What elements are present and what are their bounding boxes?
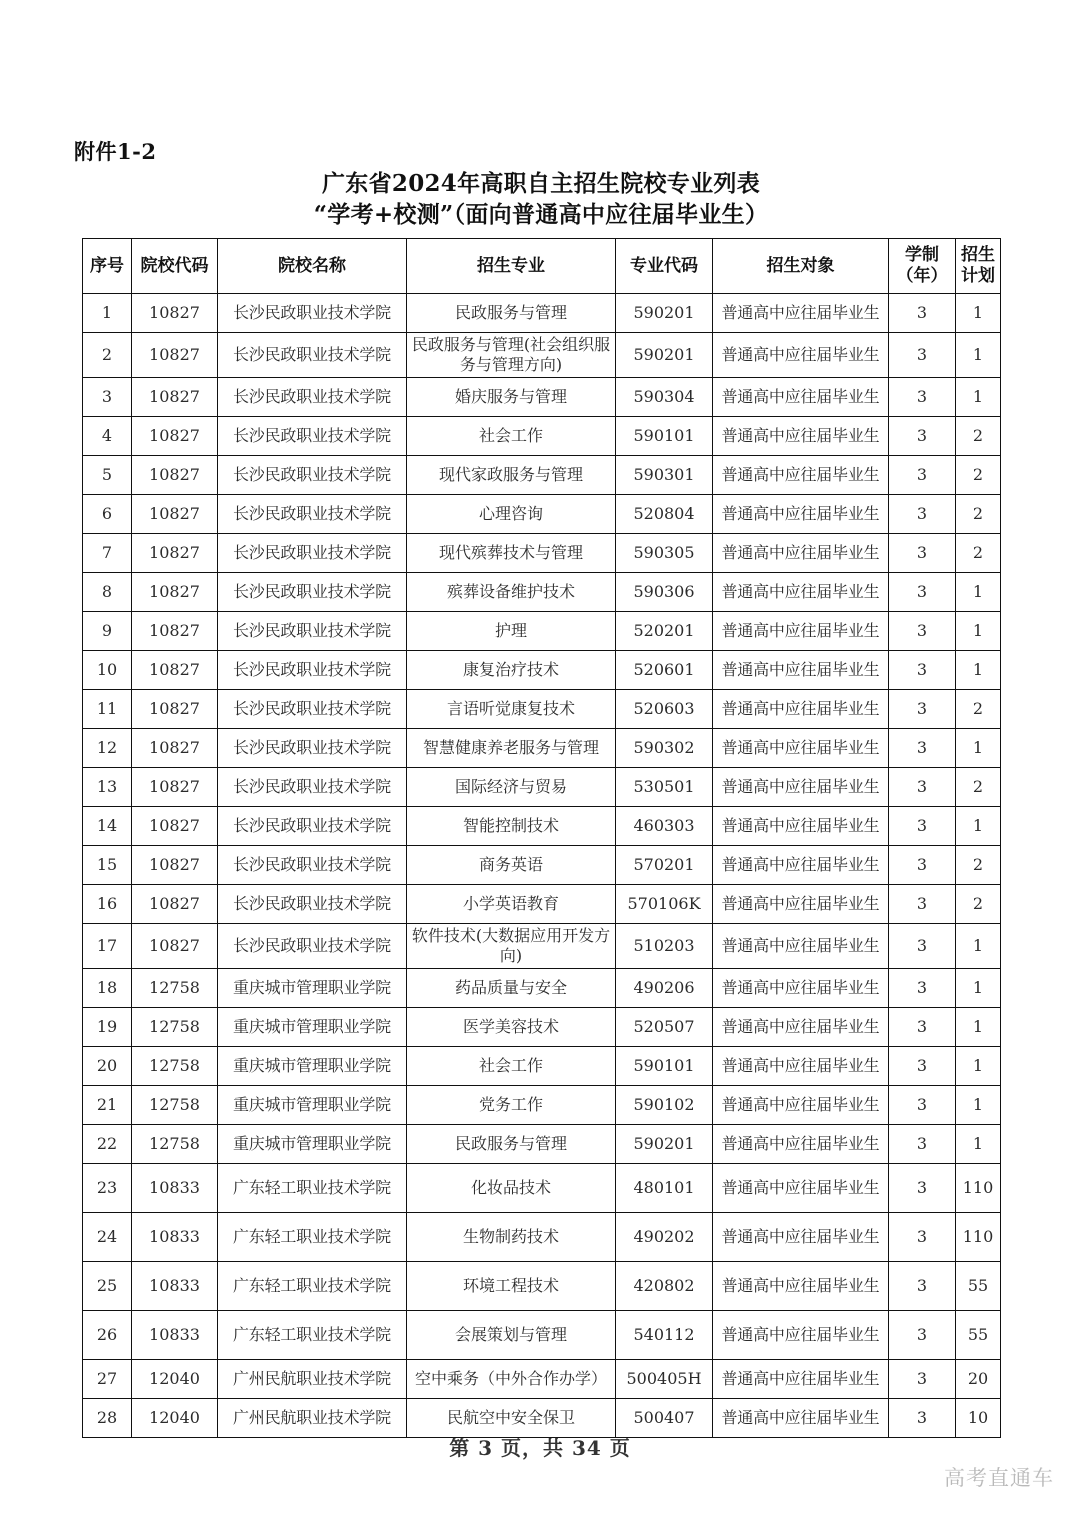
- cell-school-code: 10833: [132, 1311, 218, 1360]
- cell-school-name: 广州民航职业技术学院: [218, 1360, 407, 1399]
- cell-index: 25: [83, 1262, 132, 1311]
- cell-major-code: 460303: [616, 807, 713, 846]
- cell-major-code: 520804: [616, 495, 713, 534]
- cell-major: 环境工程技术: [407, 1262, 616, 1311]
- cell-years: 3: [889, 1008, 956, 1047]
- cell-years: 3: [889, 573, 956, 612]
- cell-major-code: 490202: [616, 1213, 713, 1262]
- cell-years: 3: [889, 768, 956, 807]
- cell-major: 社会工作: [407, 1047, 616, 1086]
- cell-years: 3: [889, 924, 956, 969]
- document-title: [82, 168, 1000, 230]
- header-plan: [956, 239, 1001, 294]
- cell-plan: 1: [956, 294, 1001, 333]
- cell-major: 智慧健康养老服务与管理: [407, 729, 616, 768]
- cell-school-code: 10827: [132, 690, 218, 729]
- table-row: [83, 885, 1001, 924]
- cell-major-code: 530501: [616, 768, 713, 807]
- cell-index: 18: [83, 969, 132, 1008]
- cell-major: 民政服务与管理: [407, 294, 616, 333]
- cell-major-code: 480101: [616, 1164, 713, 1213]
- cell-school-name: 长沙民政职业技术学院: [218, 417, 407, 456]
- cell-target: 普通高中应往届毕业生: [713, 1311, 889, 1360]
- cell-years: 3: [889, 417, 956, 456]
- header-school-code: 院校代码: [132, 239, 218, 294]
- cell-school-name: 重庆城市管理职业学院: [218, 1086, 407, 1125]
- cell-index: 22: [83, 1125, 132, 1164]
- watermark: 高考直通车: [944, 1466, 1054, 1490]
- cell-major: 药品质量与安全: [407, 969, 616, 1008]
- table-row: [83, 534, 1001, 573]
- table-row: [83, 1086, 1001, 1125]
- cell-major: 国际经济与贸易: [407, 768, 616, 807]
- cell-school-code: 10827: [132, 495, 218, 534]
- cell-years: 3: [889, 1360, 956, 1399]
- header-years-line2: （年）: [896, 266, 948, 286]
- table-row: [83, 378, 1001, 417]
- cell-years: 3: [889, 333, 956, 378]
- cell-plan: 2: [956, 534, 1001, 573]
- cell-index: 3: [83, 378, 132, 417]
- cell-years: 3: [889, 1311, 956, 1360]
- admissions-table-container: [82, 238, 1000, 1438]
- cell-years: 3: [889, 378, 956, 417]
- header-years: [889, 239, 956, 294]
- cell-school-code: 10827: [132, 417, 218, 456]
- cell-index: 8: [83, 573, 132, 612]
- table-row: [83, 495, 1001, 534]
- cell-plan: 20: [956, 1360, 1001, 1399]
- cell-major: 民航空中安全保卫: [407, 1399, 616, 1438]
- cell-target: 普通高中应往届毕业生: [713, 1399, 889, 1438]
- header-school-name: 院校名称: [218, 239, 407, 294]
- cell-school-name: 长沙民政职业技术学院: [218, 573, 407, 612]
- cell-school-name: 长沙民政职业技术学院: [218, 612, 407, 651]
- cell-school-code: 10827: [132, 612, 218, 651]
- cell-target: 普通高中应往届毕业生: [713, 768, 889, 807]
- cell-major-code: 520507: [616, 1008, 713, 1047]
- cell-major: 心理咨询: [407, 495, 616, 534]
- table-row: [83, 612, 1001, 651]
- cell-school-code: 10827: [132, 924, 218, 969]
- cell-major-code: 590101: [616, 1047, 713, 1086]
- cell-major: 康复治疗技术: [407, 651, 616, 690]
- cell-major: 社会工作: [407, 417, 616, 456]
- cell-years: 3: [889, 294, 956, 333]
- cell-years: 3: [889, 1213, 956, 1262]
- cell-target: 普通高中应往届毕业生: [713, 969, 889, 1008]
- cell-years: 3: [889, 885, 956, 924]
- cell-plan: 1: [956, 573, 1001, 612]
- table-row: [83, 1164, 1001, 1213]
- cell-target: 普通高中应往届毕业生: [713, 573, 889, 612]
- header-years-line1: 学制: [905, 245, 939, 265]
- header-major: 招生专业: [407, 239, 616, 294]
- cell-plan: 2: [956, 885, 1001, 924]
- cell-major-code: 520601: [616, 651, 713, 690]
- cell-school-name: 广东轻工职业技术学院: [218, 1311, 407, 1360]
- cell-years: 3: [889, 1047, 956, 1086]
- admissions-table: [82, 238, 1001, 1438]
- attachment-label: 附件1-2: [74, 139, 157, 164]
- cell-school-name: 长沙民政职业技术学院: [218, 378, 407, 417]
- cell-plan: 1: [956, 333, 1001, 378]
- cell-major: 党务工作: [407, 1086, 616, 1125]
- cell-major-code: 590301: [616, 456, 713, 495]
- cell-major-code: 420802: [616, 1262, 713, 1311]
- table-row: [83, 651, 1001, 690]
- header-plan-line2: 计划: [961, 266, 995, 286]
- cell-index: 28: [83, 1399, 132, 1438]
- cell-index: 21: [83, 1086, 132, 1125]
- cell-plan: 1: [956, 612, 1001, 651]
- cell-plan: 1: [956, 1047, 1001, 1086]
- cell-index: 26: [83, 1311, 132, 1360]
- table-row: [83, 1311, 1001, 1360]
- cell-school-name: 长沙民政职业技术学院: [218, 333, 407, 378]
- cell-index: 19: [83, 1008, 132, 1047]
- cell-index: 4: [83, 417, 132, 456]
- cell-plan: 1: [956, 1086, 1001, 1125]
- cell-school-name: 重庆城市管理职业学院: [218, 969, 407, 1008]
- cell-school-name: 长沙民政职业技术学院: [218, 807, 407, 846]
- table-row: [83, 768, 1001, 807]
- cell-index: 2: [83, 333, 132, 378]
- cell-school-name: 广东轻工职业技术学院: [218, 1164, 407, 1213]
- cell-school-code: 10827: [132, 456, 218, 495]
- cell-major-code: 590102: [616, 1086, 713, 1125]
- cell-major-code: 590302: [616, 729, 713, 768]
- cell-plan: 2: [956, 417, 1001, 456]
- cell-plan: 2: [956, 456, 1001, 495]
- cell-school-name: 长沙民政职业技术学院: [218, 294, 407, 333]
- cell-major: 殡葬设备维护技术: [407, 573, 616, 612]
- cell-major: 现代家政服务与管理: [407, 456, 616, 495]
- table-row: [83, 729, 1001, 768]
- cell-target: 普通高中应往届毕业生: [713, 495, 889, 534]
- cell-school-name: 广州民航职业技术学院: [218, 1399, 407, 1438]
- page-footer: 第 3 页，共 34 页: [449, 1436, 631, 1460]
- cell-school-code: 12040: [132, 1360, 218, 1399]
- cell-major: 民政服务与管理: [407, 1125, 616, 1164]
- cell-target: 普通高中应往届毕业生: [713, 1213, 889, 1262]
- cell-target: 普通高中应往届毕业生: [713, 690, 889, 729]
- cell-years: 3: [889, 1262, 956, 1311]
- cell-major-code: 540112: [616, 1311, 713, 1360]
- cell-index: 7: [83, 534, 132, 573]
- cell-years: 3: [889, 1125, 956, 1164]
- cell-school-name: 重庆城市管理职业学院: [218, 1008, 407, 1047]
- cell-target: 普通高中应往届毕业生: [713, 378, 889, 417]
- cell-school-name: 长沙民政职业技术学院: [218, 924, 407, 969]
- cell-years: 3: [889, 1164, 956, 1213]
- cell-index: 1: [83, 294, 132, 333]
- cell-years: 3: [889, 1086, 956, 1125]
- cell-index: 5: [83, 456, 132, 495]
- cell-school-code: 10827: [132, 807, 218, 846]
- cell-target: 普通高中应往届毕业生: [713, 294, 889, 333]
- cell-school-name: 长沙民政职业技术学院: [218, 768, 407, 807]
- cell-school-code: 10827: [132, 651, 218, 690]
- cell-years: 3: [889, 456, 956, 495]
- cell-years: 3: [889, 969, 956, 1008]
- cell-target: 普通高中应往届毕业生: [713, 1008, 889, 1047]
- cell-index: 24: [83, 1213, 132, 1262]
- cell-target: 普通高中应往届毕业生: [713, 885, 889, 924]
- cell-plan: 2: [956, 768, 1001, 807]
- cell-target: 普通高中应往届毕业生: [713, 1262, 889, 1311]
- cell-index: 6: [83, 495, 132, 534]
- cell-school-name: 长沙民政职业技术学院: [218, 885, 407, 924]
- cell-major: 会展策划与管理: [407, 1311, 616, 1360]
- cell-target: 普通高中应往届毕业生: [713, 651, 889, 690]
- cell-school-code: 10827: [132, 846, 218, 885]
- cell-school-name: 长沙民政职业技术学院: [218, 651, 407, 690]
- cell-school-code: 12758: [132, 1086, 218, 1125]
- cell-school-code: 10833: [132, 1213, 218, 1262]
- cell-major: 小学英语教育: [407, 885, 616, 924]
- cell-major-code: 590101: [616, 417, 713, 456]
- table-row: [83, 417, 1001, 456]
- cell-school-code: 10827: [132, 534, 218, 573]
- cell-school-code: 10833: [132, 1164, 218, 1213]
- cell-index: 13: [83, 768, 132, 807]
- cell-major: 空中乘务（中外合作办学）: [407, 1360, 616, 1399]
- cell-target: 普通高中应往届毕业生: [713, 1086, 889, 1125]
- cell-school-name: 长沙民政职业技术学院: [218, 729, 407, 768]
- header-target: 招生对象: [713, 239, 889, 294]
- cell-plan: 110: [956, 1213, 1001, 1262]
- cell-school-name: 长沙民政职业技术学院: [218, 456, 407, 495]
- cell-plan: 55: [956, 1311, 1001, 1360]
- cell-index: 15: [83, 846, 132, 885]
- cell-school-code: 10827: [132, 729, 218, 768]
- cell-plan: 2: [956, 690, 1001, 729]
- cell-plan: 1: [956, 1008, 1001, 1047]
- table-row: [83, 333, 1001, 378]
- cell-index: 20: [83, 1047, 132, 1086]
- cell-school-code: 10827: [132, 768, 218, 807]
- cell-major-code: 590201: [616, 1125, 713, 1164]
- cell-years: 3: [889, 495, 956, 534]
- header-index: 序号: [83, 239, 132, 294]
- cell-target: 普通高中应往届毕业生: [713, 1047, 889, 1086]
- cell-school-name: 长沙民政职业技术学院: [218, 846, 407, 885]
- cell-plan: 2: [956, 495, 1001, 534]
- table-header-row: [83, 239, 1001, 294]
- title-line-1: 广东省2024年高职自主招生院校专业列表: [321, 170, 760, 197]
- cell-major-code: 590201: [616, 294, 713, 333]
- cell-years: 3: [889, 612, 956, 651]
- cell-target: 普通高中应往届毕业生: [713, 456, 889, 495]
- cell-plan: 2: [956, 846, 1001, 885]
- cell-major: 护理: [407, 612, 616, 651]
- table-row: [83, 1360, 1001, 1399]
- cell-school-code: 12040: [132, 1399, 218, 1438]
- cell-major: 化妆品技术: [407, 1164, 616, 1213]
- cell-school-name: 长沙民政职业技术学院: [218, 690, 407, 729]
- cell-years: 3: [889, 534, 956, 573]
- table-row: [83, 1262, 1001, 1311]
- cell-index: 12: [83, 729, 132, 768]
- cell-major: 商务英语: [407, 846, 616, 885]
- cell-school-name: 广东轻工职业技术学院: [218, 1262, 407, 1311]
- cell-years: 3: [889, 807, 956, 846]
- cell-major-code: 590306: [616, 573, 713, 612]
- cell-plan: 1: [956, 807, 1001, 846]
- cell-target: 普通高中应往届毕业生: [713, 1125, 889, 1164]
- cell-school-code: 12758: [132, 969, 218, 1008]
- table-row: [83, 969, 1001, 1008]
- cell-target: 普通高中应往届毕业生: [713, 417, 889, 456]
- cell-major: 现代殡葬技术与管理: [407, 534, 616, 573]
- cell-major-code: 490206: [616, 969, 713, 1008]
- cell-plan: 55: [956, 1262, 1001, 1311]
- cell-plan: 1: [956, 729, 1001, 768]
- title-line-2: “学考+校测”（面向普通高中应往届毕业生）: [313, 201, 769, 228]
- table-row: [83, 573, 1001, 612]
- cell-years: 3: [889, 651, 956, 690]
- cell-index: 10: [83, 651, 132, 690]
- cell-school-name: 广东轻工职业技术学院: [218, 1213, 407, 1262]
- header-major-code: 专业代码: [616, 239, 713, 294]
- cell-years: 3: [889, 690, 956, 729]
- cell-index: 11: [83, 690, 132, 729]
- table-row: [83, 456, 1001, 495]
- cell-plan: 110: [956, 1164, 1001, 1213]
- cell-index: 27: [83, 1360, 132, 1399]
- cell-target: 普通高中应往届毕业生: [713, 1360, 889, 1399]
- cell-school-name: 重庆城市管理职业学院: [218, 1047, 407, 1086]
- cell-school-name: 重庆城市管理职业学院: [218, 1125, 407, 1164]
- cell-plan: 1: [956, 651, 1001, 690]
- cell-target: 普通高中应往届毕业生: [713, 1164, 889, 1213]
- table-body: [83, 294, 1001, 1438]
- cell-plan: 1: [956, 924, 1001, 969]
- cell-school-code: 10827: [132, 333, 218, 378]
- cell-target: 普通高中应往届毕业生: [713, 924, 889, 969]
- cell-major-code: 510203: [616, 924, 713, 969]
- cell-target: 普通高中应往届毕业生: [713, 729, 889, 768]
- cell-major-code: 570106K: [616, 885, 713, 924]
- table-row: [83, 807, 1001, 846]
- cell-major-code: 590305: [616, 534, 713, 573]
- cell-major-code: 570201: [616, 846, 713, 885]
- cell-major: 婚庆服务与管理: [407, 378, 616, 417]
- cell-plan: 10: [956, 1399, 1001, 1438]
- cell-target: 普通高中应往届毕业生: [713, 333, 889, 378]
- cell-major-code: 520201: [616, 612, 713, 651]
- cell-school-code: 12758: [132, 1125, 218, 1164]
- cell-index: 9: [83, 612, 132, 651]
- cell-school-code: 10827: [132, 573, 218, 612]
- cell-school-code: 12758: [132, 1047, 218, 1086]
- header-plan-line1: 招生: [961, 245, 995, 265]
- cell-major: 软件技术(大数据应用开发方向): [407, 924, 616, 969]
- cell-school-name: 长沙民政职业技术学院: [218, 534, 407, 573]
- cell-major: 民政服务与管理(社会组织服务与管理方向): [407, 333, 616, 378]
- cell-school-code: 10833: [132, 1262, 218, 1311]
- table-row: [83, 690, 1001, 729]
- cell-years: 3: [889, 729, 956, 768]
- cell-target: 普通高中应往届毕业生: [713, 807, 889, 846]
- cell-index: 14: [83, 807, 132, 846]
- cell-major: 智能控制技术: [407, 807, 616, 846]
- cell-major: 言语听觉康复技术: [407, 690, 616, 729]
- table-row: [83, 1047, 1001, 1086]
- cell-years: 3: [889, 1399, 956, 1438]
- cell-school-code: 10827: [132, 294, 218, 333]
- table-row: [83, 846, 1001, 885]
- cell-major-code: 590304: [616, 378, 713, 417]
- cell-major: 生物制药技术: [407, 1213, 616, 1262]
- cell-major-code: 500407: [616, 1399, 713, 1438]
- cell-plan: 1: [956, 1125, 1001, 1164]
- cell-plan: 1: [956, 378, 1001, 417]
- cell-index: 16: [83, 885, 132, 924]
- cell-target: 普通高中应往届毕业生: [713, 846, 889, 885]
- cell-school-code: 10827: [132, 885, 218, 924]
- cell-index: 23: [83, 1164, 132, 1213]
- cell-major-code: 500405H: [616, 1360, 713, 1399]
- cell-target: 普通高中应往届毕业生: [713, 612, 889, 651]
- table-row: [83, 924, 1001, 969]
- cell-target: 普通高中应往届毕业生: [713, 534, 889, 573]
- cell-school-code: 12758: [132, 1008, 218, 1047]
- table-row: [83, 1008, 1001, 1047]
- cell-years: 3: [889, 846, 956, 885]
- cell-school-code: 10827: [132, 378, 218, 417]
- cell-major: 医学美容技术: [407, 1008, 616, 1047]
- cell-major-code: 520603: [616, 690, 713, 729]
- table-row: [83, 1125, 1001, 1164]
- table-row: [83, 1213, 1001, 1262]
- cell-school-name: 长沙民政职业技术学院: [218, 495, 407, 534]
- cell-plan: 1: [956, 969, 1001, 1008]
- cell-index: 17: [83, 924, 132, 969]
- table-row: [83, 294, 1001, 333]
- cell-major-code: 590201: [616, 333, 713, 378]
